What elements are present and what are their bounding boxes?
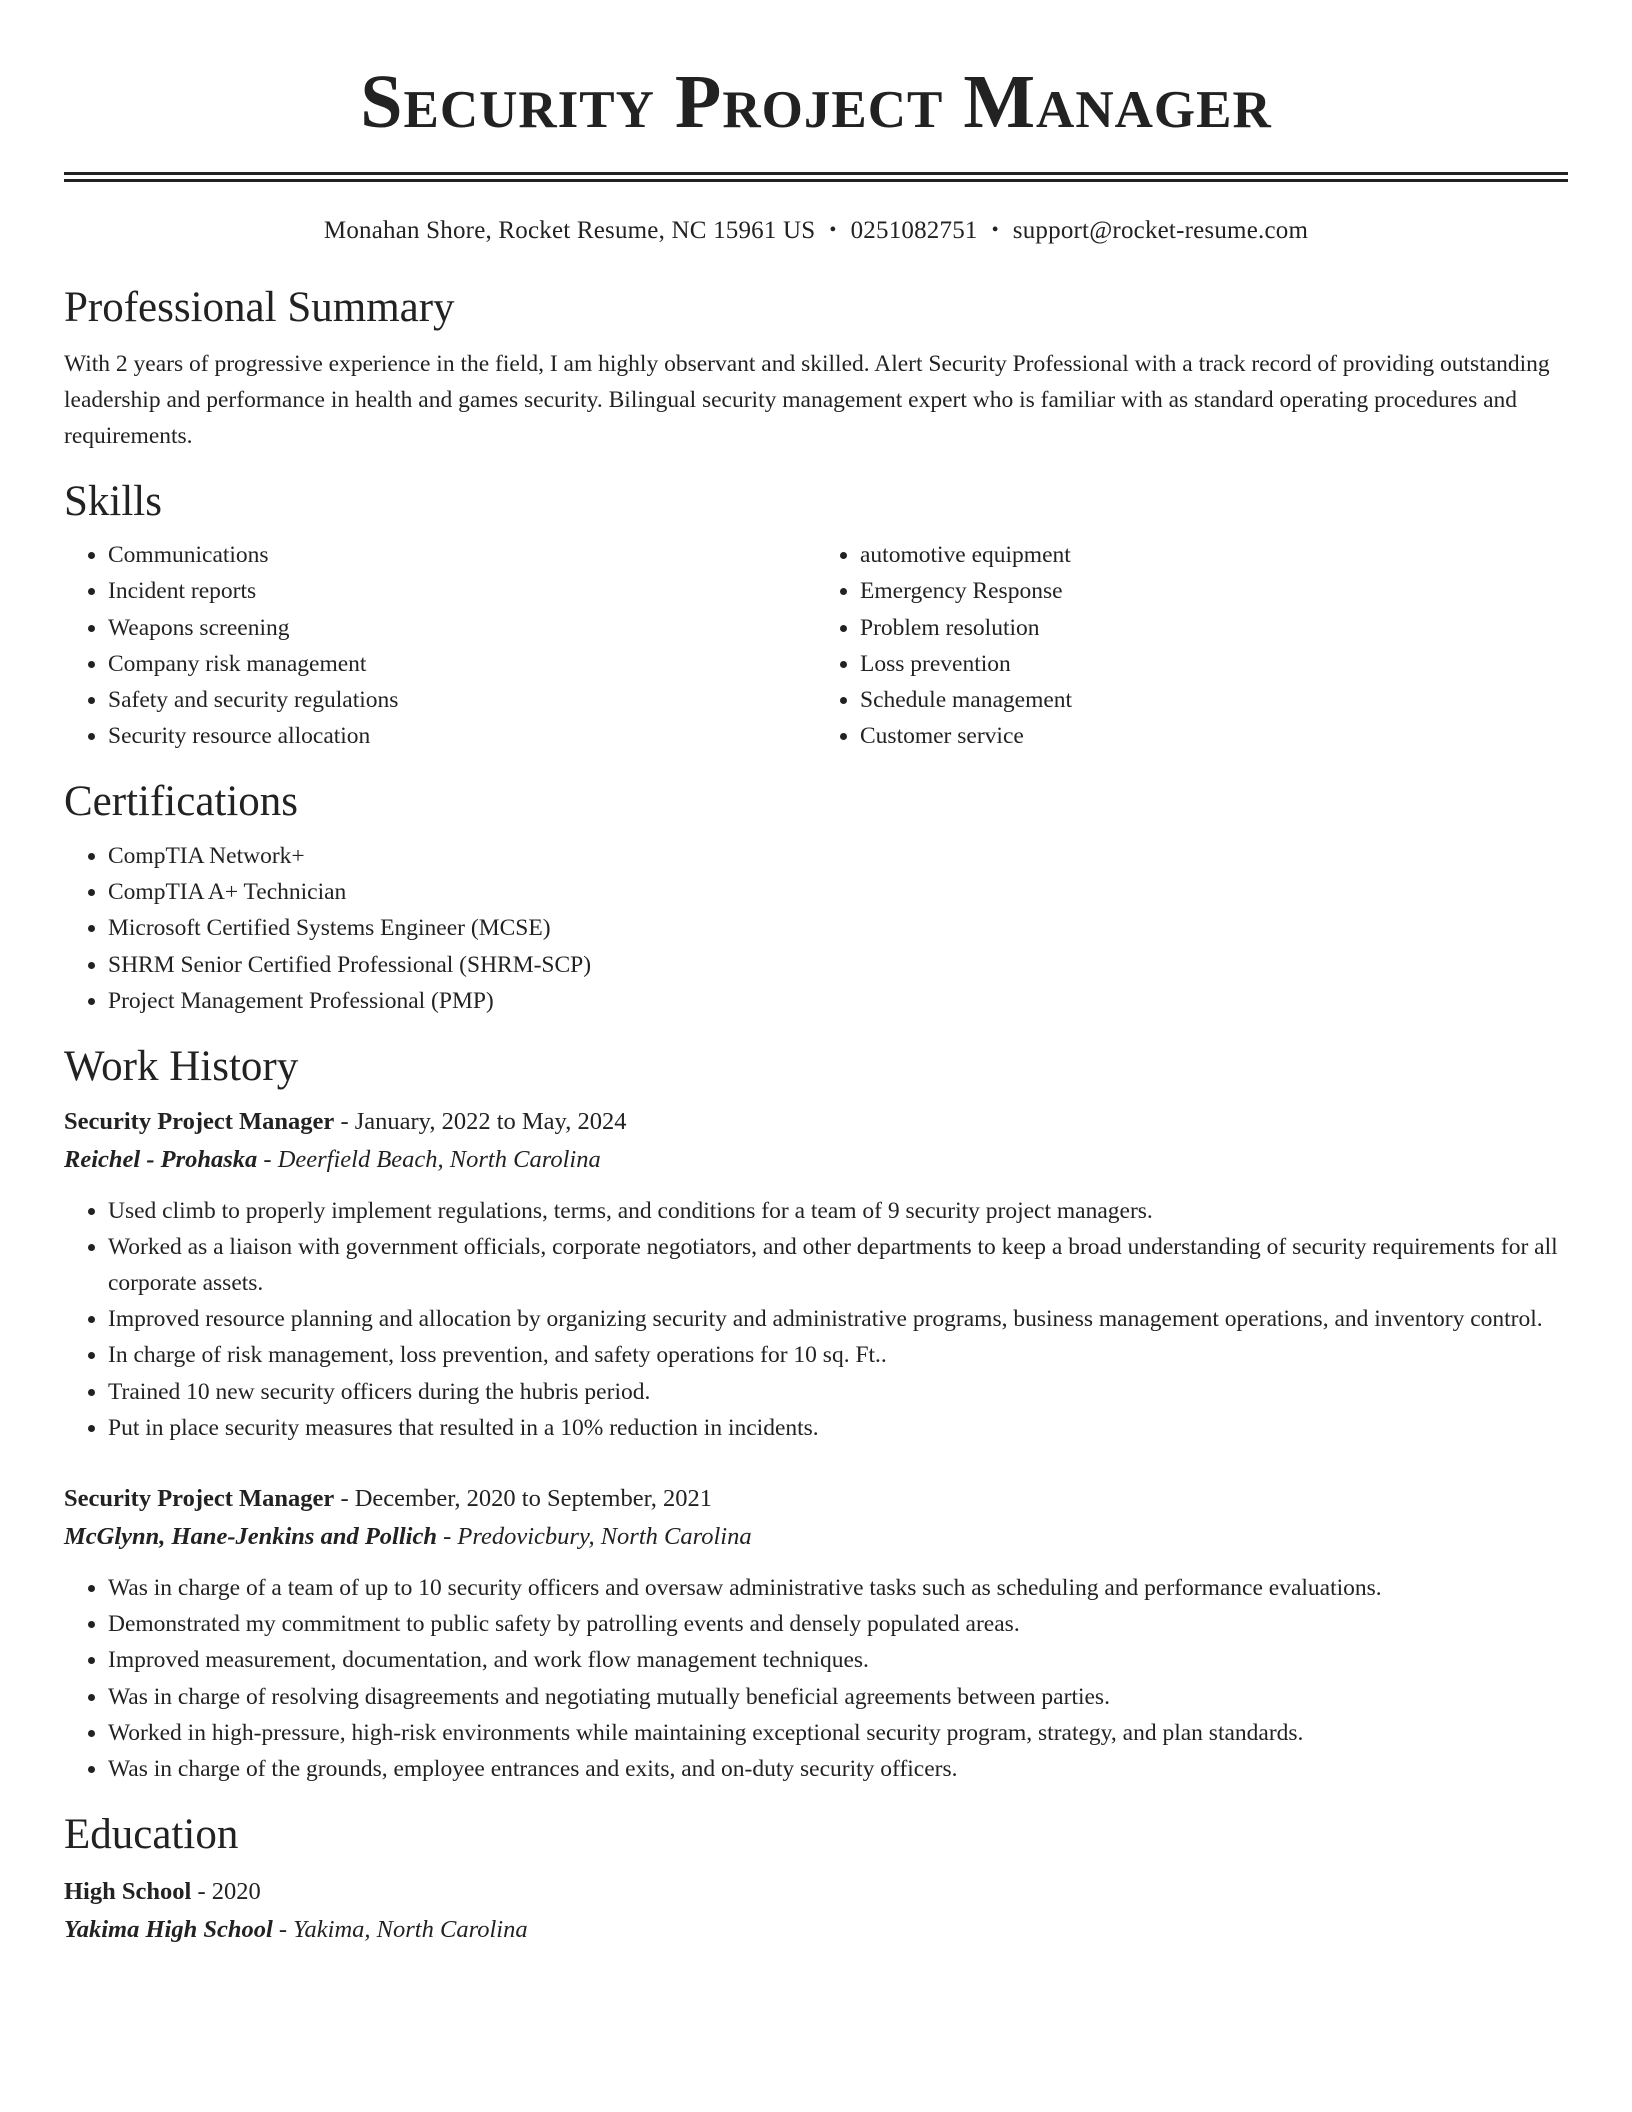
job-duty: • Put in place security measures that resulted in a 10% reduction in incidents.: [108, 1410, 1568, 1446]
header-divider: [64, 172, 1568, 182]
contact-phone: 0251082751: [850, 217, 978, 244]
education-degree: High School: [64, 1877, 192, 1905]
skill-item: • Incident reports: [108, 573, 816, 609]
contact-line: [64, 216, 1568, 246]
job-company-line: [64, 1141, 1568, 1179]
certifications-list: [64, 838, 1568, 1019]
certification-item: • SHRM Senior Certified Professional (SHRM-SCP): [108, 947, 1568, 983]
job-entry: [64, 1480, 1568, 1787]
contact-address: Monahan Shore, Rocket Resume, NC 15961 US: [323, 217, 816, 244]
skill-item: • Security resource allocation: [108, 718, 816, 754]
contact-separator: •: [991, 219, 999, 241]
certifications-heading: Certifications: [64, 778, 299, 826]
job-title-line: [64, 1103, 1568, 1141]
job-duty: • Improved measurement, documentation, and work flow management techniques.: [108, 1642, 1568, 1678]
job-company: Reichel - Prohaska: [64, 1145, 258, 1173]
job-duty: • Used climb to properly implement regulations, terms, and conditions for a team of 9 security project managers.: [108, 1193, 1568, 1229]
job-title-line: [64, 1480, 1568, 1518]
certification-item: • Project Management Professional (PMP): [108, 983, 1568, 1019]
resume-name: Security Project Manager: [360, 60, 1272, 144]
certification-item: • Microsoft Certified Systems Engineer (MCSE): [108, 910, 1568, 946]
skill-item: • Schedule management: [860, 682, 1568, 718]
education-location: - Yakima, North Carolina: [272, 1915, 528, 1943]
work-history-heading: Work History: [64, 1043, 299, 1091]
job-duty: • Trained 10 new security officers during the hubris period.: [108, 1374, 1568, 1410]
education-heading: Education: [64, 1811, 239, 1859]
job-duty: • Was in charge of a team of up to 10 security officers and oversaw administrative tasks such as scheduling and performance evaluations.: [108, 1570, 1568, 1606]
job-duty: • Worked as a liaison with government officials, corporate negotiators, and other departments to keep a broad understanding of security requirements for all corporate assets.: [108, 1229, 1568, 1301]
job-duties-list: [64, 1570, 1568, 1787]
skills-list-left: [64, 537, 816, 754]
contact-email: support@rocket-resume.com: [1012, 217, 1309, 244]
skill-item: • Customer service: [860, 718, 1568, 754]
skill-item: • Emergency Response: [860, 573, 1568, 609]
job-company: McGlynn, Hane-Jenkins and Pollich: [64, 1523, 437, 1551]
skill-item: • Weapons screening: [108, 610, 816, 646]
skill-item: • Communications: [108, 537, 816, 573]
education-degree-line: [64, 1873, 1568, 1911]
skill-item: • Loss prevention: [860, 646, 1568, 682]
education-school-line: [64, 1911, 1568, 1949]
skill-item: • Problem resolution: [860, 610, 1568, 646]
skills-heading: Skills: [64, 477, 162, 525]
job-dates: - January, 2022 to May, 2024: [334, 1107, 627, 1135]
certification-item: • CompTIA Network+: [108, 838, 1568, 874]
contact-separator: •: [829, 219, 837, 241]
skills-list-right: [816, 537, 1568, 754]
job-company-line: [64, 1518, 1568, 1556]
education-school: Yakima High School: [64, 1915, 273, 1943]
skill-item: • automotive equipment: [860, 537, 1568, 573]
job-duty: • Worked in high-pressure, high-risk environments while maintaining exceptional security program, strategy, and plan standards.: [108, 1715, 1568, 1751]
job-title: Security Project Manager: [64, 1485, 335, 1513]
education-year: - 2020: [191, 1877, 261, 1905]
skill-item: • Company risk management: [108, 646, 816, 682]
job-location: - Predovicbury, North Carolina: [436, 1523, 752, 1551]
certification-item: • CompTIA A+ Technician: [108, 874, 1568, 910]
job-title: Security Project Manager: [64, 1107, 335, 1135]
job-entry: [64, 1103, 1568, 1446]
job-location: - Deerfield Beach, North Carolina: [257, 1145, 601, 1173]
summary-heading: Professional Summary: [64, 284, 455, 331]
job-duty: • Demonstrated my commitment to public safety by patrolling events and densely populated areas.: [108, 1606, 1568, 1642]
job-duty: • Was in charge of resolving disagreements and negotiating mutually beneficial agreements between parties.: [108, 1679, 1568, 1715]
skill-item: • Safety and security regulations: [108, 682, 816, 718]
education-entry: [64, 1873, 1568, 1949]
job-dates: - December, 2020 to September, 2021: [334, 1485, 712, 1513]
summary-text: With 2 years of progressive experience in the field, I am highly observant and skilled. Alert Security Professional with a track record of providing outstanding leadership and performance in health and games security. Bilingual security management expert who is familiar with as standard operating procedures and requirements.: [64, 350, 1550, 449]
skills-grid: [64, 537, 1568, 754]
job-duty: • Improved resource planning and allocation by organizing security and administrative programs, business management operations, and inventory control.: [108, 1301, 1568, 1337]
job-duty: • Was in charge of the grounds, employee entrances and exits, and on-duty security officers.: [108, 1751, 1568, 1787]
job-duty: • In charge of risk management, loss prevention, and safety operations for 10 sq. Ft..: [108, 1337, 1568, 1373]
job-duties-list: [64, 1193, 1568, 1446]
